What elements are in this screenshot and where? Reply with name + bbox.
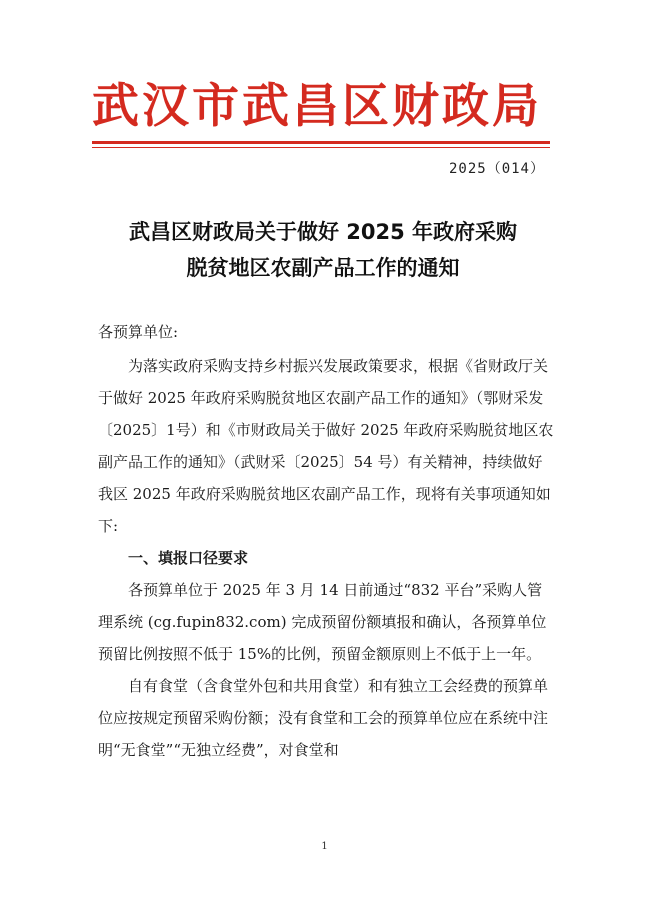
document-body <box>98 316 556 766</box>
section-heading-1: 一、填报口径要求 <box>128 549 249 567</box>
header-red-rule-thin <box>92 147 550 148</box>
organization-header: 武汉市武昌区财政局 <box>92 79 542 134</box>
salutation: 各预算单位: <box>98 323 179 341</box>
document-title-line-1: 武昌区财政局关于做好 2025 年政府采购 <box>128 220 518 244</box>
page-number: 1 <box>321 841 328 852</box>
document-number: 2025（014） <box>448 161 545 177</box>
paragraph-canteen: 自有食堂（含食堂外包和共用食堂）和有独立工会经费的预算单位应按规定预留采购份额；没有食堂和工会的预算单位应在系统中注明“无食堂”“无独立经费”，对食堂和 <box>98 677 549 759</box>
paragraph-intro: 为落实政府采购支持乡村振兴发展政策要求，根据《省财政厅关于做好 2025 年政府采购脱贫地区农副产品工作的通知》（鄂财采发〔2025〕1号）和《市财政局关于做好 2025 年政府采购脱贫地区农副产品工作的通知》（武财采〔2025〕54 号）有关精神，持续做好我区 2025 年政府采购脱贫地区农副产品工作，现将有关事项通知如下: <box>98 357 554 535</box>
header-red-rule <box>92 141 550 144</box>
document-title-line-2: 脱贫地区农副产品工作的通知 <box>186 256 460 280</box>
paragraph-reporting: 各预算单位于 2025 年 3 月 14 日前通过“832 平台”采购人管理系统 (cg.fupin832.com) 完成预留份额填报和确认，各预算单位预留比例按照不低于 15%的比例，预留金额原则上不低于上一年。 <box>98 581 547 663</box>
document-title <box>92 214 554 286</box>
